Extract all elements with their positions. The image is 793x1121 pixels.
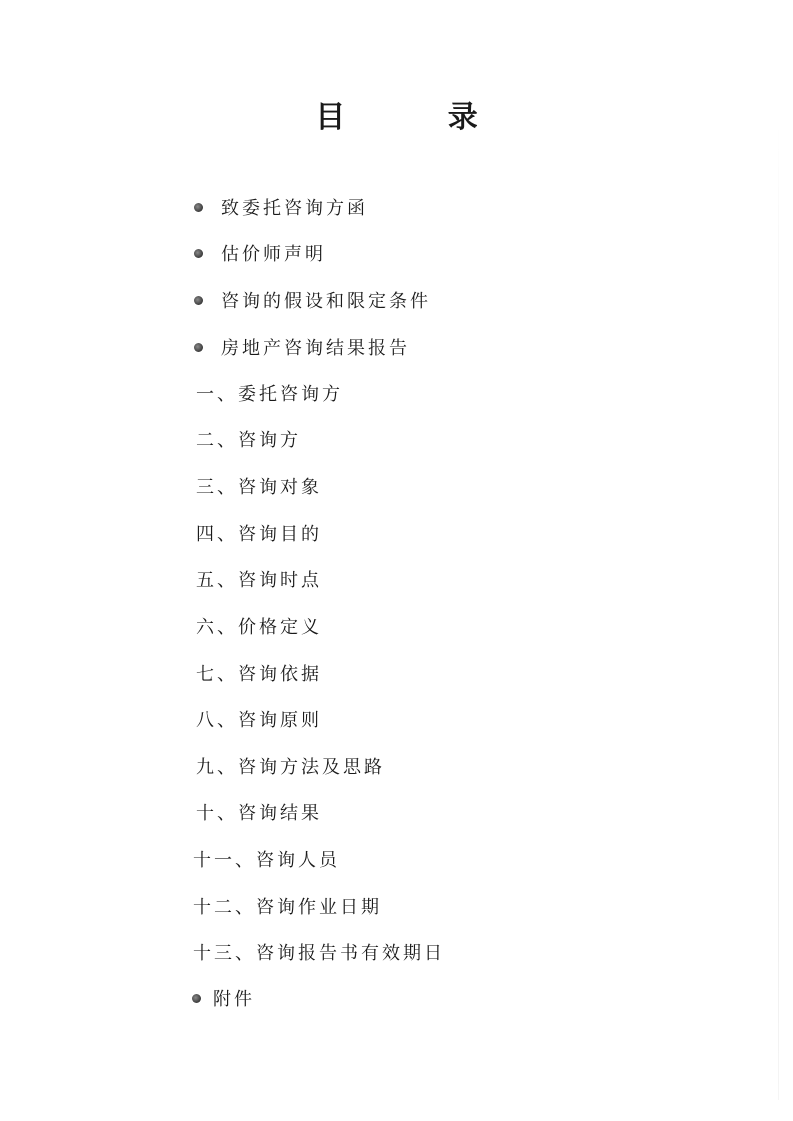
toc-section-9[interactable]: 九、咨询方法及思路 bbox=[196, 757, 385, 778]
bullet-icon bbox=[194, 249, 203, 258]
toc-section-4[interactable]: 四、咨询目的 bbox=[196, 524, 322, 545]
toc-section-8[interactable]: 八、咨询原则 bbox=[196, 710, 322, 731]
toc-section-5[interactable]: 五、咨询时点 bbox=[196, 570, 322, 591]
toc-section-13[interactable]: 十三、咨询报告书有效期日 bbox=[193, 943, 445, 964]
toc-section-7[interactable]: 七、咨询依据 bbox=[196, 664, 322, 685]
bullet-icon bbox=[192, 994, 201, 1003]
page-title: 目 录 bbox=[315, 100, 524, 135]
toc-section-6[interactable]: 六、价格定义 bbox=[196, 617, 322, 638]
toc-section-1[interactable]: 一、委托咨询方 bbox=[196, 384, 343, 405]
toc-section-11[interactable]: 十一、咨询人员 bbox=[193, 850, 340, 871]
toc-section-10[interactable]: 十、咨询结果 bbox=[196, 803, 322, 824]
toc-section-12[interactable]: 十二、咨询作业日期 bbox=[193, 897, 382, 918]
toc-section-3[interactable]: 三、咨询对象 bbox=[196, 477, 322, 498]
bullet-icon bbox=[194, 203, 203, 212]
toc-item-appraiser-statement[interactable]: 估价师声明 bbox=[194, 243, 326, 267]
bullet-icon bbox=[194, 296, 203, 305]
toc-item-cover-letter[interactable]: 致委托咨询方函 bbox=[194, 197, 368, 221]
bullet-icon bbox=[194, 343, 203, 352]
toc-item-result-report[interactable]: 房地产咨询结果报告 bbox=[194, 337, 410, 361]
toc-section-2[interactable]: 二、咨询方 bbox=[196, 430, 301, 451]
toc-item-appendix[interactable]: 附件 bbox=[192, 988, 255, 1012]
toc-item-assumptions[interactable]: 咨询的假设和限定条件 bbox=[194, 290, 431, 314]
